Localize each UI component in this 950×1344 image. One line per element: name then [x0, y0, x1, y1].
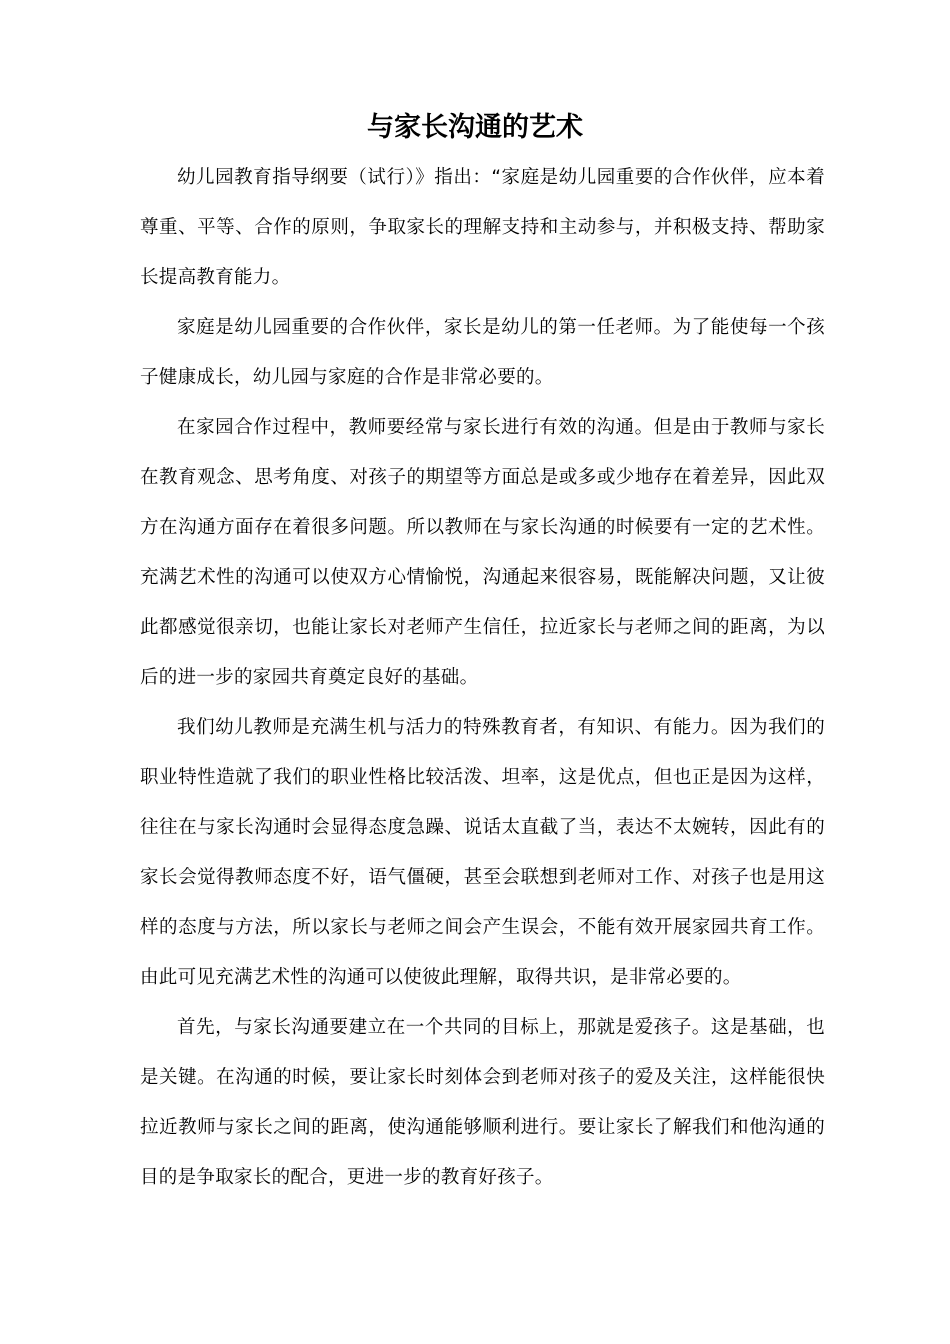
- paragraph-5: 首先，与家长沟通要建立在一个共同的目标上，那就是爱孩子。这是基础，也是关键。在沟通的时候，要让家长时刻体会到老师对孩子的爱及关注，这样能很快拉近教师与家长之间的距离，使沟通能够顺利进行。要让家长了解我们和他沟通的目的是争取家长的配合，更进一步的教育好孩子。: [140, 1017, 825, 1188]
- paragraph-3: 在家园合作过程中，教师要经常与家长进行有效的沟通。但是由于教师与家长在教育观念、思考角度、对孩子的期望等方面总是或多或少地存在着差异，因此双方在沟通方面存在着很多问题。所以教师在与家长沟通的时候要有一定的艺术性。充满艺术性的沟通可以使双方心情愉悦，沟通起来很容易，既能解决问题，又让彼此都感觉很亲切，也能让家长对老师产生信任，拉近家长与老师之间的距离，为以后的进一步的家园共育奠定良好的基础。: [140, 417, 825, 688]
- paragraph-2: 家庭是幼儿园重要的合作伙伴，家长是幼儿的第一任老师。为了能使每一个孩子健康成长，幼儿园与家庭的合作是非常必要的。: [140, 317, 825, 388]
- paragraph-4: 我们幼儿教师是充满生机与活力的特殊教育者，有知识、有能力。因为我们的职业特性造就了我们的职业性格比较活泼、坦率，这是优点，但也正是因为这样，往往在与家长沟通时会显得态度急躁、说话太直截了当，表达不太婉转，因此有的家长会觉得教师态度不好，语气僵硬，甚至会联想到老师对工作、对孩子也是用这样的态度与方法，所以家长与老师之间会产生误会，不能有效开展家园共育工作。由此可见充满艺术性的沟通可以使彼此理解，取得共识，是非常必要的。: [140, 717, 825, 988]
- document-title: 与家长沟通的艺术: [367, 112, 583, 143]
- paragraph-1: 幼儿园教育指导纲要（试行）》指出：“家庭是幼儿园重要的合作伙伴，应本着尊重、平等、合作的原则，争取家长的理解支持和主动参与，并积极支持、帮助家长提高教育能力。: [140, 167, 825, 288]
- document-body: [140, 153, 825, 1203]
